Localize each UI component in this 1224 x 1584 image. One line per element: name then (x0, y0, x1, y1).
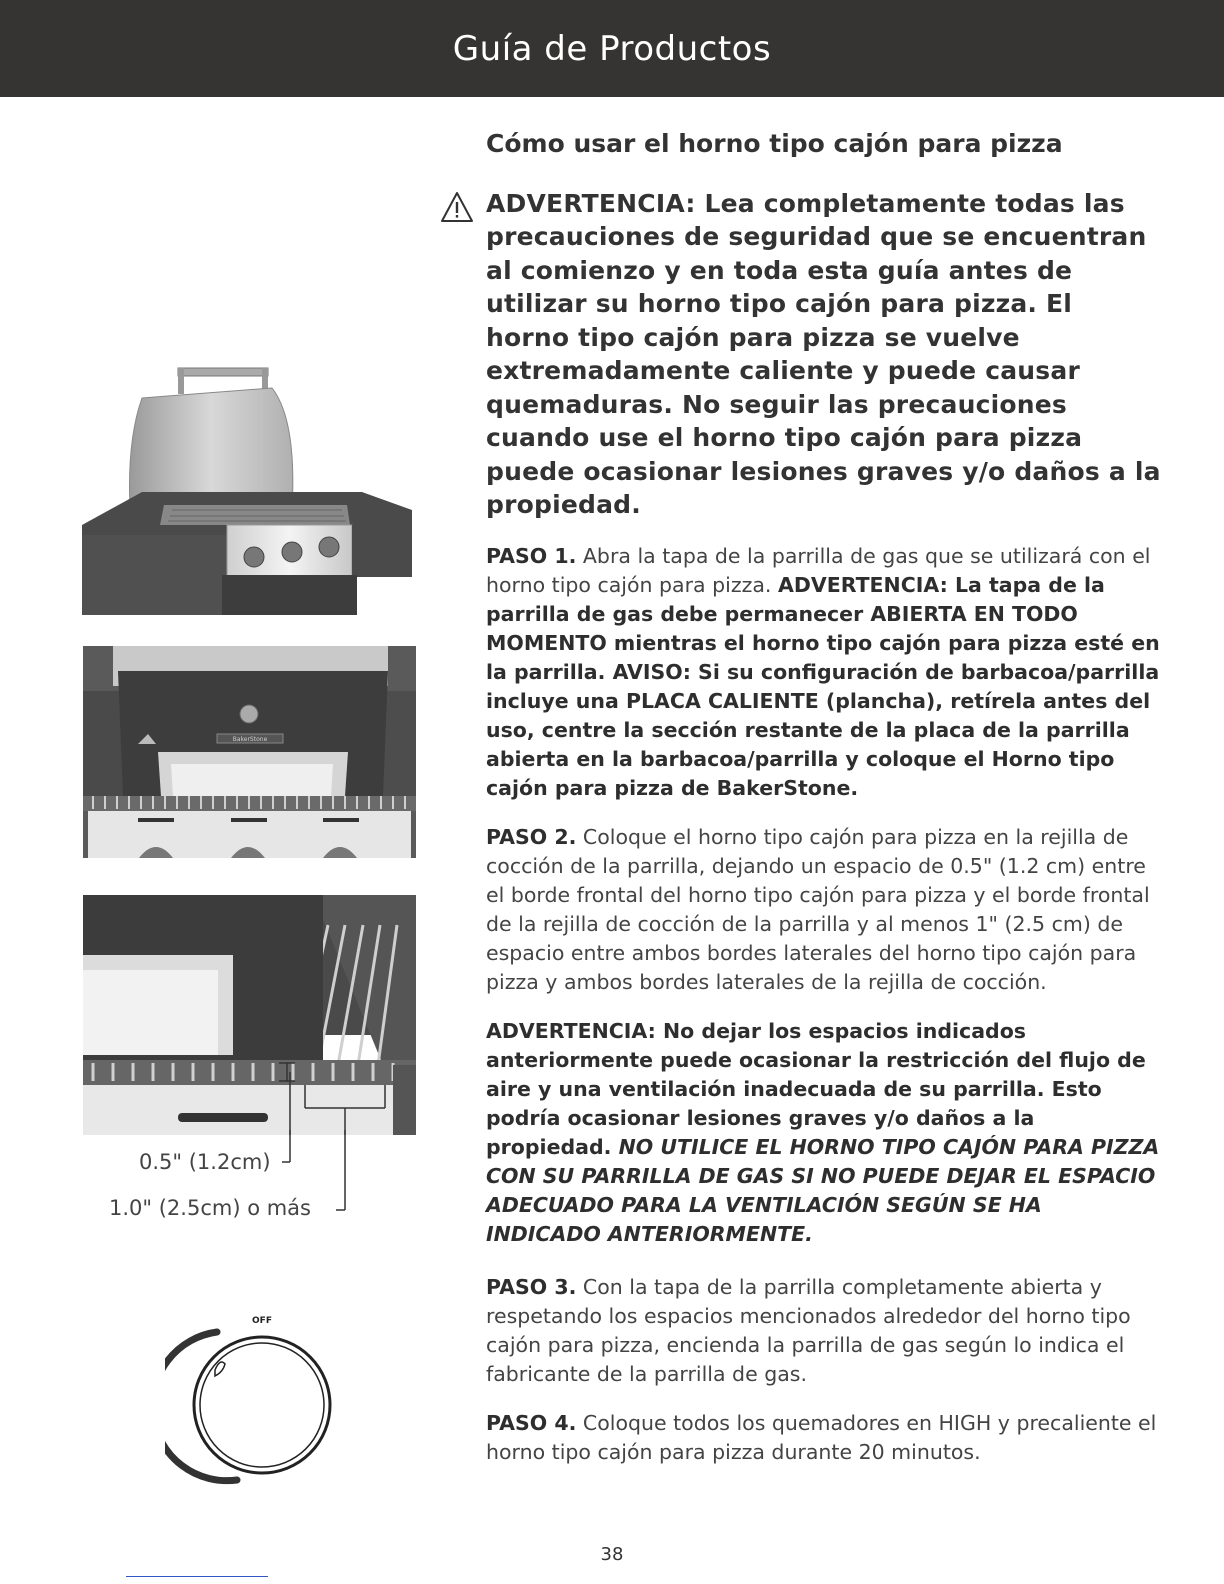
page-header (0, 0, 1224, 97)
page-number: 38 (600, 1544, 624, 1565)
step-2 (486, 823, 1161, 997)
step-3 (486, 1273, 1161, 1389)
step-4-text: Coloque todos los quemadores en HIGH y precaliente el horno tipo cajón para pizza durante 20 minutos. (486, 1410, 1157, 1464)
ventilation-warning-text: ADVERTENCIA: No dejar los espacios indicados anteriormente puede ocasionar la restricción del flujo de aire y una ventilación inadecuada de su parrilla. Esto podría ocasionar lesiones graves y/o daños a la propiedad. (486, 1018, 1146, 1159)
safety-warning-text: ADVERTENCIA: Lea completamente todas las precauciones de seguridad que se encuentran al comienzo y en toda esta guía antes de utilizar su horno tipo cajón para pizza. El horno tipo cajón para pizza se vuelve extremadamente caliente y puede causar quemaduras. No seguir las precauciones cuando use el horno tipo cajón para pizza puede ocasionar lesiones graves y/o daños a la propiedad. (486, 188, 1161, 519)
oven-brand-label: BakerStone (232, 736, 268, 743)
gap-side-label: 1.0" (2.5cm) o más (109, 1196, 311, 1220)
safety-warning (486, 187, 1161, 522)
section-title: Cómo usar el horno tipo cajón para pizza (486, 129, 1063, 158)
warning-triangle-icon (440, 191, 474, 223)
pizza-oven-on-grill-illustration (83, 646, 416, 858)
grill-open-lid-illustration (82, 360, 412, 615)
step-4-label: PASO 4. (486, 1410, 577, 1435)
step-1 (486, 542, 1161, 803)
footer-rule (126, 1576, 268, 1577)
step-3-label: PASO 3. (486, 1274, 577, 1299)
gap-closeup-illustration (83, 895, 416, 1135)
ventilation-warning (486, 1017, 1161, 1249)
step-2-label: PASO 2. (486, 824, 577, 849)
step-2-text: Coloque el horno tipo cajón para pizza en la rejilla de cocción de la parrilla, dejando un espacio de 0.5" (1.2 cm) entre el borde frontal del horno tipo cajón para pizza y el borde frontal de la rejilla de cocción de la parrilla y al menos 1" (2.5 cm) de espacio entre ambos bordes laterales del horno tipo cajón para pizza y ambos bordes laterales de la rejilla de cocción. (486, 824, 1150, 994)
header-title: Guía de Productos (452, 28, 772, 69)
instructions-column (486, 128, 1161, 1487)
step-4 (486, 1409, 1161, 1467)
step-1-label: PASO 1. (486, 543, 577, 568)
step-1-text: Abra la tapa de la parrilla de gas que se utilizará con el horno tipo cajón para pizza. (486, 543, 1151, 597)
knob-off-label: OFF (252, 1316, 272, 1326)
step-1-warning: ADVERTENCIA: La tapa de la parrilla de gas debe permanecer ABIERTA EN TODO MOMENTO mientras el horno tipo cajón para pizza esté en la parrilla. AVISO: Si su configuración de barbacoa/parrilla incluye una PLACA CALIENTE (plancha), retírela antes del uso, centre la sección restante de la placa de la parrilla abierta en la barbacoa/parrilla y coloque el Horno tipo cajón para pizza de BakerStone. (486, 572, 1160, 800)
step-3-text: Con la tapa de la parrilla completamente abierta y respetando los espacios mencionados alrededor del horno tipo cajón para pizza, encienda la parrilla de gas según lo indica el fabricante de la parrilla de gas. (486, 1274, 1131, 1386)
ventilation-warning-emphasis: NO UTILICE EL HORNO TIPO CAJÓN PARA PIZZA CON SU PARRILLA DE GAS SI NO PUEDE DEJAR EL ESPACIO ADECUADO PARA LA VENTILACIÓN SEGÚN SE HA INDICADO ANTERIORMENTE. (486, 1134, 1160, 1246)
gap-front-label: 0.5" (1.2cm) (139, 1150, 271, 1174)
burner-knob-illustration (165, 1310, 340, 1490)
